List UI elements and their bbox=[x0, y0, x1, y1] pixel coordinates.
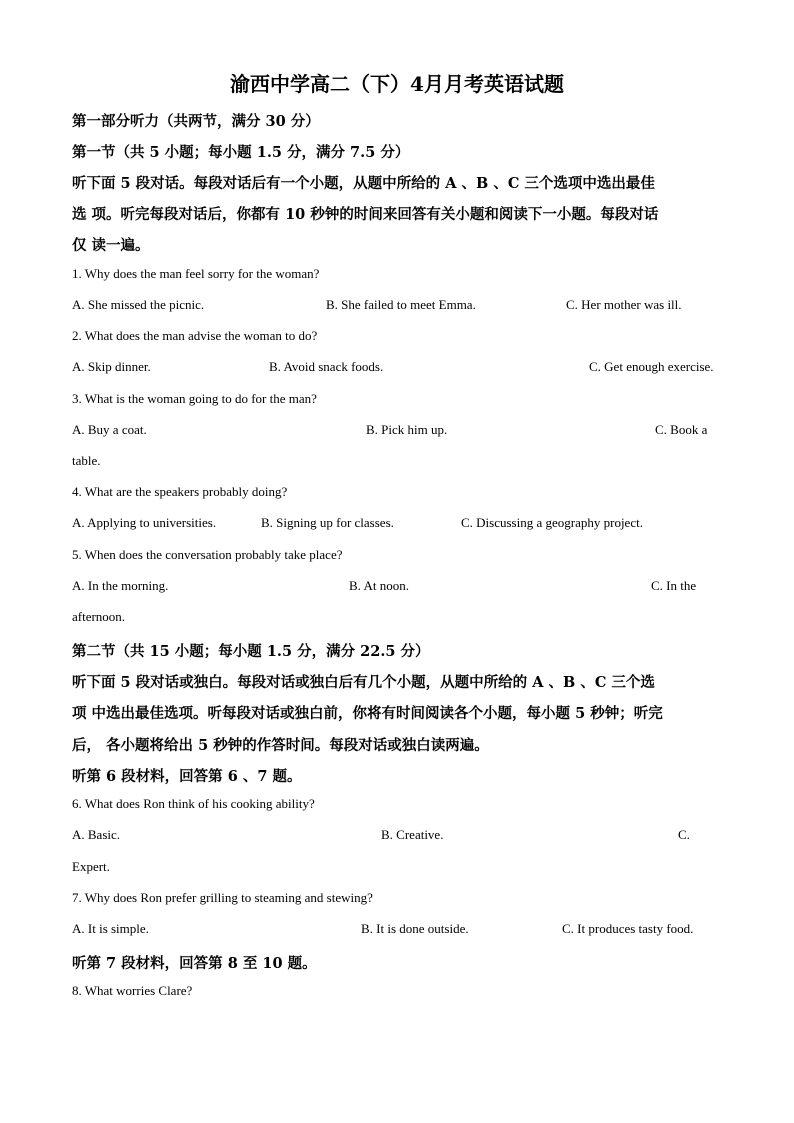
section1-heading: 第一节（共 5 小题；每小题 1.5 分，满分 7.5 分） bbox=[72, 144, 410, 161]
option-3c: C. Book a bbox=[655, 422, 708, 437]
section1-instructions-line3: 仅 读一遍。 bbox=[72, 237, 150, 254]
section2-heading: 第二节（共 15 小题；每小题 1.5 分，满分 22.5 分） bbox=[72, 643, 430, 660]
option-1a: A. She missed the picnic. bbox=[72, 297, 205, 312]
option-6b: B. Creative. bbox=[381, 827, 444, 842]
option-1c: C. Her mother was ill. bbox=[566, 297, 682, 312]
option-2a: A. Skip dinner. bbox=[72, 359, 151, 374]
option-4a: A. Applying to universities. bbox=[72, 515, 217, 530]
option-6a: A. Basic. bbox=[72, 827, 121, 842]
option-2b: B. Avoid snack foods. bbox=[269, 359, 384, 374]
part1-heading: 第一部分听力（共两节，满分 30 分） bbox=[72, 113, 320, 130]
question-2: 2. What does the man advise the woman to do? bbox=[72, 328, 318, 343]
section2-instructions-line2: 项 中选出最佳选项。听每段对话或独白前，你将有时间阅读各个小题，每小题 5 秒钟；听完 bbox=[72, 705, 663, 722]
option-6c-continued: Expert. bbox=[72, 859, 110, 874]
section1-instructions-line1: 听下面 5 段对话。每段对话后有一个小题，从题中所给的 A 、B 、C 三个选项中选出最佳 bbox=[72, 175, 655, 192]
option-5a: A. In the morning. bbox=[72, 578, 169, 593]
material-7-heading: 听第 7 段材料，回答第 8 至 10 题。 bbox=[72, 955, 317, 972]
option-6c: C. bbox=[678, 827, 690, 842]
section1-instructions-line2: 选 项。听完每段对话后，你都有 10 秒钟的时间来回答有关小题和阅读下一小题。每段对话 bbox=[72, 206, 659, 223]
question-8: 8. What worries Clare? bbox=[72, 983, 193, 998]
option-7b: B. It is done outside. bbox=[361, 921, 469, 936]
section2-instructions-line3: 后， 各小题将给出 5 秒钟的作答时间。每段对话或独白读两遍。 bbox=[72, 737, 489, 754]
option-5c: C. In the bbox=[651, 578, 697, 593]
question-5: 5. When does the conversation probably take place? bbox=[72, 547, 343, 562]
option-7c: C. It produces tasty food. bbox=[562, 921, 694, 936]
option-3c-continued: table. bbox=[72, 453, 101, 468]
option-3b: B. Pick him up. bbox=[366, 422, 448, 437]
option-5c-continued: afternoon. bbox=[72, 609, 126, 624]
question-7: 7. Why does Ron prefer grilling to steaming and stewing? bbox=[72, 890, 373, 905]
option-4b: B. Signing up for classes. bbox=[261, 515, 394, 530]
question-1: 1. Why does the man feel sorry for the woman? bbox=[72, 266, 320, 281]
material-6-heading: 听第 6 段材料，回答第 6 、7 题。 bbox=[72, 768, 302, 785]
option-3a: A. Buy a coat. bbox=[72, 422, 147, 437]
section2-instructions-line1: 听下面 5 段对话或独白。每段对话或独白后有几个小题，从题中所给的 A 、B 、C 三个选 bbox=[72, 674, 655, 691]
option-5b: B. At noon. bbox=[349, 578, 409, 593]
option-1b: B. She failed to meet Emma. bbox=[326, 297, 476, 312]
question-4: 4. What are the speakers probably doing? bbox=[72, 484, 288, 499]
page-title: 渝西中学高二（下）4月月考英语试题 bbox=[230, 72, 564, 96]
option-7a: A. It is simple. bbox=[72, 921, 149, 936]
question-6: 6. What does Ron think of his cooking ability? bbox=[72, 796, 315, 811]
option-4c: C. Discussing a geography project. bbox=[461, 515, 643, 530]
question-3: 3. What is the woman going to do for the man? bbox=[72, 391, 317, 406]
option-2c: C. Get enough exercise. bbox=[589, 359, 714, 374]
